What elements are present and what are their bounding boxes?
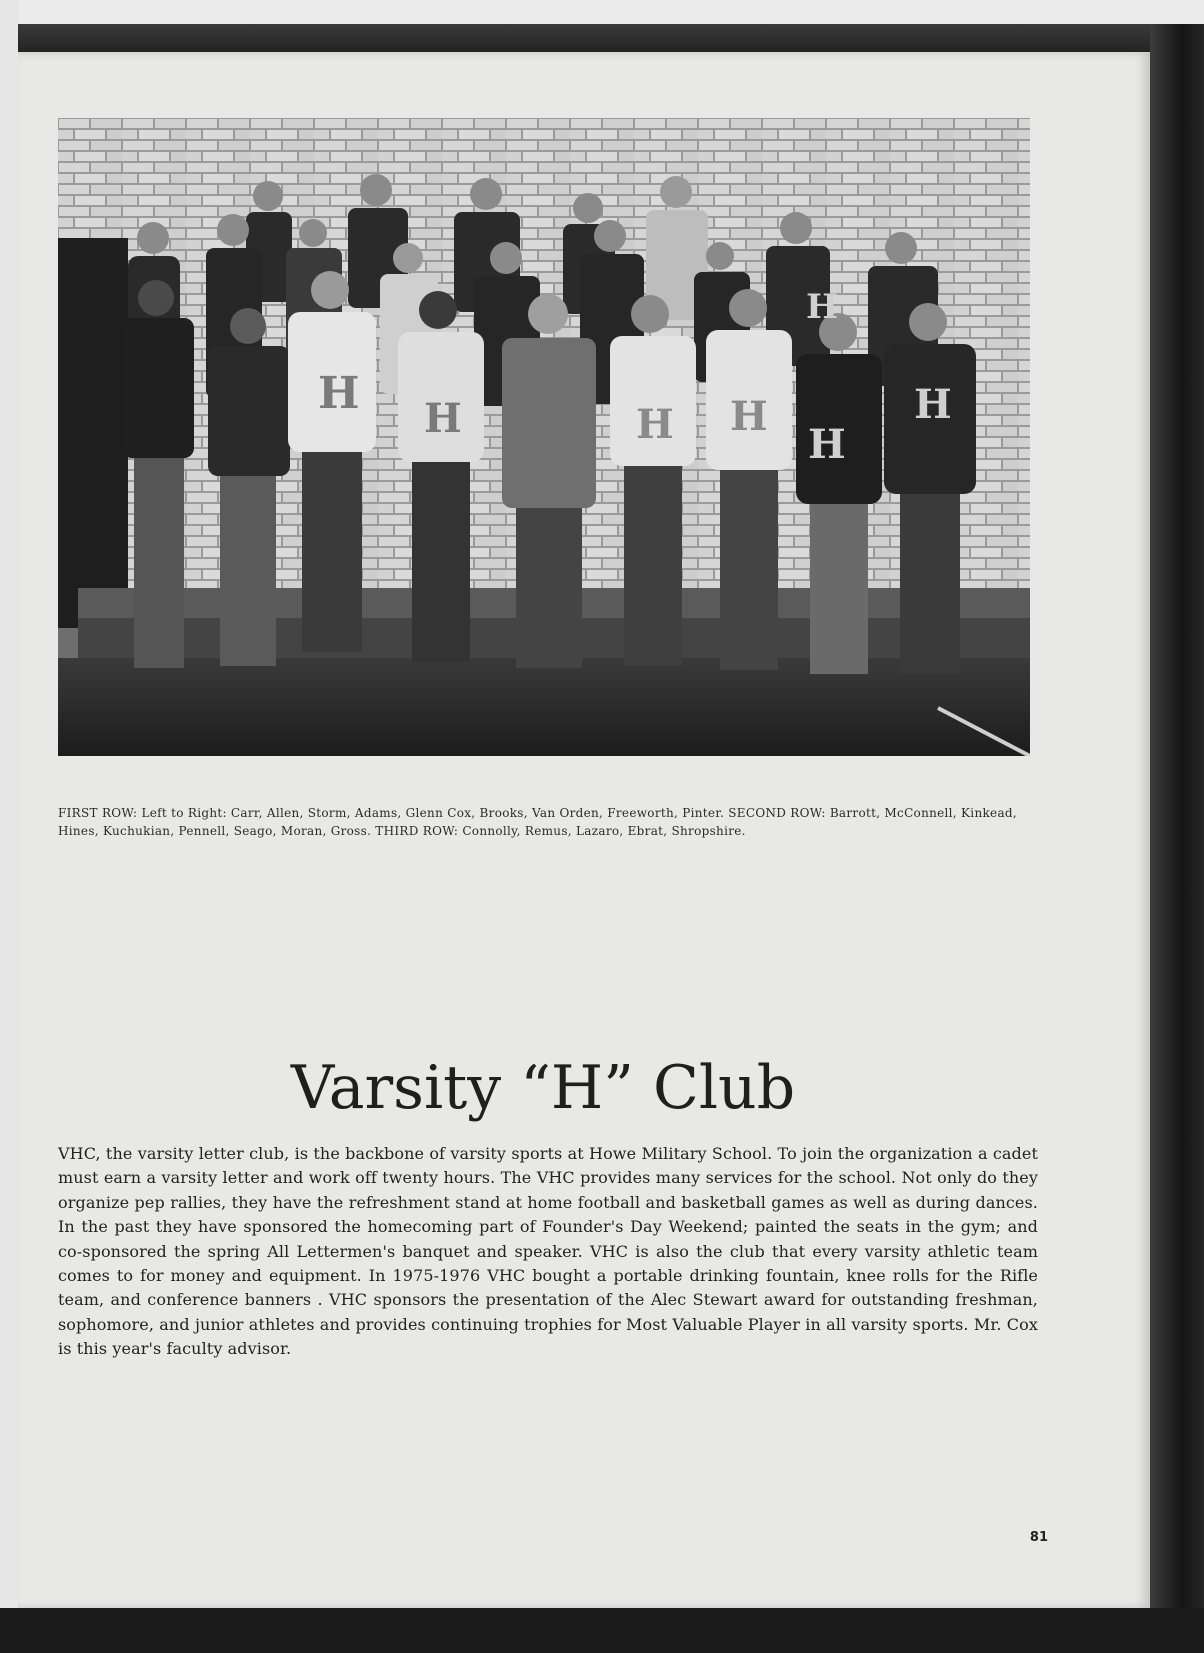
page-title: Varsity “H” Club (290, 1053, 796, 1123)
yearbook-page (18, 52, 1150, 1608)
page-number: 81 (1029, 1530, 1048, 1545)
svg-text:H: H (806, 287, 839, 327)
svg-text:H: H (730, 393, 768, 440)
scan-frame-bottom (0, 1608, 1204, 1653)
scan-margin-top (0, 0, 1204, 24)
svg-text:H: H (318, 368, 360, 419)
scan-frame-right (1150, 24, 1204, 1653)
scan-margin-left (0, 0, 18, 1653)
svg-text:H: H (914, 381, 952, 428)
svg-text:H: H (424, 395, 462, 442)
svg-text:H: H (636, 401, 674, 448)
group-photo-illustration (58, 118, 1030, 756)
article-body: VHC, the varsity letter club, is the backbone of varsity sports at Howe Military School. To join the organization a cadet must earn a varsity letter and work off twenty hours. The VHC provides many services for the school. Not only do they organize pep rallies, they have the refreshment stand at home football and basketball games as well as during dances. In the past they have sponsored the homecoming part of Founder's Day Weekend; painted the seats in the gym; and co-sponsored the spring All Lettermen's banquet and speaker. VHC is also the club that every varsity athletic team comes to for money and equipment. In 1975-1976 VHC bought a portable drinking fountain, knee rolls for the Rifle team, and conference banners . VHC sponsors the presentation of the Alec Stewart award for outstanding freshman, sophomore, and junior athletes and provides continuing trophies for Most Valuable Player in all varsity sports. Mr. Cox is this year's faculty advisor. (58, 1144, 1038, 1359)
photo-caption: FIRST ROW: Left to Right: Carr, Allen, Storm, Adams, Glenn Cox, Brooks, Van Orden, Freeworth, Pinter. SECOND ROW: Barrott, McConnell, Kinkead, Hines, Kuchukian, Pennell, Seago, Moran, Gross. THIRD ROW: Connolly, Remus, Lazaro, Ebrat, Shropshire. (58, 806, 1017, 838)
svg-text:H: H (808, 421, 846, 468)
group-photo (58, 118, 1030, 756)
